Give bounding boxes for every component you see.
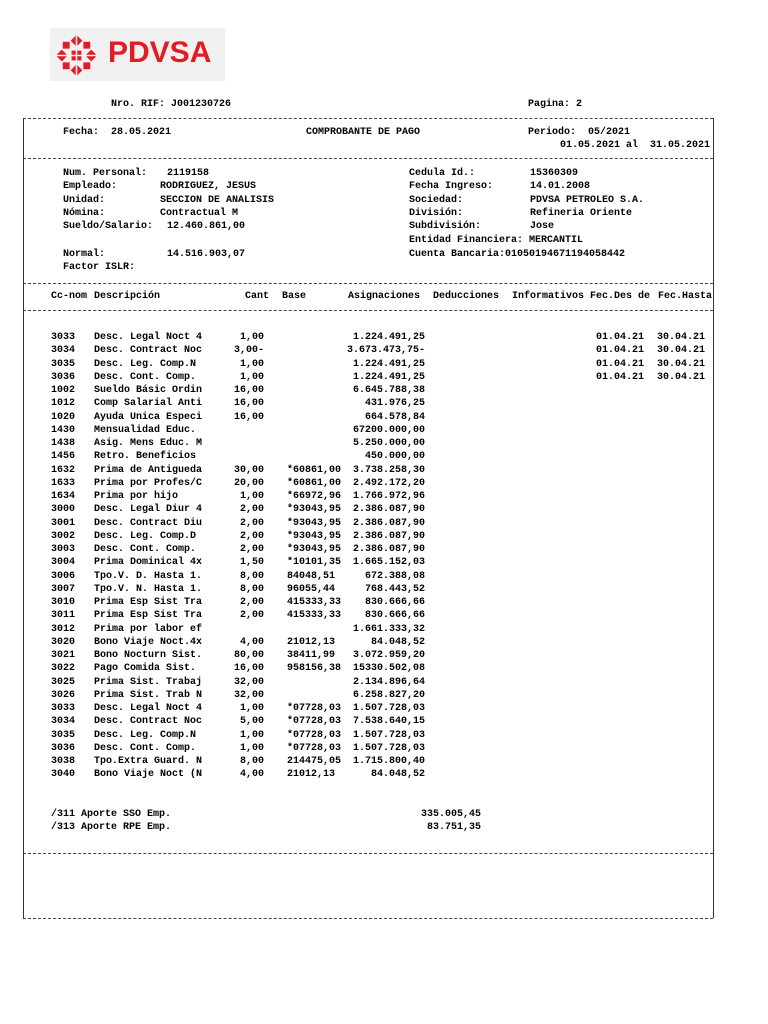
- cell-desc: Desc. Contract Noc: [94, 716, 203, 728]
- period-range: 01.05.2021 al 31.05.2021: [560, 140, 711, 151]
- unit-value: SECCION DE ANALISIS: [160, 195, 275, 206]
- table-row: [0, 570, 768, 583]
- period: Periodo: 05/2021: [528, 127, 631, 138]
- cell-desc: Desc. Cont. Comp.: [94, 371, 197, 383]
- cell-qty: 8,00: [239, 570, 264, 582]
- cell-base: *93043,95: [287, 544, 342, 555]
- cell-asig: 6.645.788,38: [352, 385, 425, 396]
- contribution-row: [0, 808, 768, 821]
- cell-qty: 2,00: [239, 544, 264, 555]
- cell-base: *60861,00: [287, 464, 342, 476]
- cell-code: 3010: [51, 597, 76, 608]
- cell-asig: 830.666,66: [364, 597, 425, 608]
- cell-from: 01.04.21: [596, 345, 645, 357]
- cell-qty: 5,00: [239, 716, 264, 728]
- cell-base: 415333,33: [287, 597, 342, 608]
- table-row: [0, 676, 768, 689]
- cell-desc: Ayuda Unica Especi: [94, 411, 203, 423]
- cell-asig: 830.666,66: [364, 610, 425, 622]
- cell-desc: Desc. Cont. Comp.: [94, 544, 197, 555]
- cell-asig: 1.224.491,25: [352, 358, 425, 370]
- cell-qty: 4,00: [239, 769, 264, 781]
- cell-base: *93043,95: [287, 517, 342, 529]
- cell-qty: 2,00: [239, 610, 264, 622]
- cell-code: 1438: [51, 438, 76, 449]
- cell-qty: 1,00: [239, 332, 264, 343]
- cell-asig: 2.386.087,90: [352, 504, 425, 516]
- divider-top: [23, 118, 713, 119]
- cell-code: 3021: [51, 650, 76, 661]
- cell-desc: Prima de Antigueda: [94, 464, 203, 476]
- normal-label: Normal:: [63, 249, 106, 260]
- cell-code: 3026: [51, 689, 76, 701]
- cell-code: 3001: [51, 517, 76, 529]
- table-row: [0, 702, 768, 715]
- cell-to: 30.04.21: [657, 358, 706, 370]
- cell-code: 1012: [51, 398, 76, 410]
- cell-code: 3006: [51, 570, 76, 582]
- table-row: [0, 530, 768, 543]
- hire-date-value: 14.01.2008: [530, 181, 591, 192]
- cell-qty: 80,00: [233, 650, 264, 661]
- table-row: [0, 424, 768, 437]
- cell-base: 96055,44: [287, 583, 336, 595]
- contribution-label: /313 Aporte RPE Emp.: [51, 822, 172, 833]
- id-label: Cedula Id.:: [409, 168, 476, 179]
- cell-base: *66972,96: [287, 491, 342, 502]
- divider-columns: [23, 310, 713, 311]
- cell-asig: 431.976,25: [364, 398, 425, 410]
- islr-factor-label: Factor ISLR:: [63, 262, 136, 273]
- col-informative: Informativos: [512, 291, 585, 302]
- subdivision-value: Jose: [530, 221, 555, 232]
- cell-code: 1002: [51, 385, 76, 396]
- cell-base: 958156,38: [287, 663, 342, 675]
- payroll-label: Nómina:: [63, 208, 106, 219]
- cell-code: 3040: [51, 769, 76, 781]
- bank-account: Cuenta Bancaria:01050194671194058442: [409, 249, 626, 260]
- contribution-value: 83.751,35: [426, 822, 481, 833]
- cell-code: 3034: [51, 716, 76, 728]
- cell-asig: 3.072.959,20: [352, 650, 425, 661]
- division-value: Refineria Oriente: [530, 208, 633, 219]
- hire-date-label: Fecha Ingreso:: [409, 181, 494, 192]
- cell-code: 3003: [51, 544, 76, 555]
- table-row: [0, 437, 768, 450]
- col-assignments: Asignaciones: [348, 291, 421, 302]
- cell-desc: Bono Viaje Noct.4x: [94, 636, 203, 648]
- cell-code: 1430: [51, 424, 76, 436]
- table-row: [0, 742, 768, 755]
- cell-desc: Prima por Profes/C: [94, 477, 203, 489]
- cell-desc: Prima Dominical 4x: [94, 557, 203, 569]
- cell-qty: 16,00: [233, 663, 264, 675]
- cell-qty: 1,00: [239, 371, 264, 383]
- table-row: [0, 477, 768, 490]
- cell-asig: 2.386.087,90: [352, 530, 425, 542]
- cell-to: 30.04.21: [657, 345, 706, 357]
- cell-to: 30.04.21: [657, 332, 706, 343]
- cell-desc: Desc. Leg. Comp.N: [94, 729, 197, 741]
- cell-from: 01.04.21: [596, 332, 645, 343]
- unit-label: Unidad:: [63, 195, 106, 206]
- divider-header: [23, 158, 713, 159]
- col-date-to: Fec.Hasta: [658, 291, 713, 302]
- cell-desc: Prima Esp Sist Tra: [94, 597, 203, 608]
- cell-code: 1634: [51, 491, 76, 502]
- table-row: [0, 411, 768, 424]
- cell-qty: 4,00: [239, 636, 264, 648]
- cell-base: *93043,95: [287, 504, 342, 516]
- cell-code: 3000: [51, 504, 76, 516]
- table-row: [0, 490, 768, 503]
- salary-label: Sueldo/Salario:: [63, 221, 154, 232]
- contribution-row: [0, 821, 768, 834]
- cell-qty: 2,00: [239, 504, 264, 516]
- salary-value: 12.460.861,00: [167, 221, 246, 232]
- cell-qty: 1,00: [239, 358, 264, 370]
- table-row: [0, 397, 768, 410]
- cell-desc: Tpo.Extra Guard. N: [94, 756, 203, 767]
- cell-asig: 2.386.087,90: [352, 544, 425, 555]
- cell-code: 3036: [51, 742, 76, 754]
- table-row: [0, 543, 768, 556]
- payment-date: Fecha: 28.05.2021: [63, 127, 172, 138]
- cell-qty: 20,00: [233, 477, 264, 489]
- employee-label: Empleado:: [63, 181, 118, 192]
- division-label: División:: [409, 208, 464, 219]
- cell-qty: 8,00: [239, 583, 264, 595]
- cell-desc: Desc. Legal Noct 4: [94, 332, 203, 343]
- cell-base: 415333,33: [287, 610, 342, 622]
- cell-code: 3022: [51, 663, 76, 675]
- cell-asig: 1.507.728,03: [352, 703, 425, 714]
- table-row: [0, 636, 768, 649]
- cell-asig: 1.507.728,03: [352, 742, 425, 754]
- cell-asig: 2.134.896,64: [352, 676, 425, 688]
- table-row: [0, 450, 768, 463]
- cell-asig: 3.738.258,30: [352, 464, 425, 476]
- cell-base: 84048,51: [287, 570, 336, 582]
- cell-base: *07728,03: [287, 716, 342, 728]
- divider-body: [23, 853, 713, 854]
- cell-code: 3002: [51, 530, 76, 542]
- cell-code: 3033: [51, 332, 76, 343]
- table-row: [0, 583, 768, 596]
- cell-qty: 2,00: [239, 597, 264, 608]
- cell-desc: Comp Salarial Anti: [94, 398, 203, 410]
- divider-employee: [23, 283, 713, 284]
- cell-asig: 67200.000,00: [352, 424, 425, 436]
- cell-code: 3036: [51, 371, 76, 383]
- cell-qty: 2,00: [239, 530, 264, 542]
- cell-desc: Bono Nocturn Sist.: [94, 650, 203, 661]
- cell-asig: 1.766.972,96: [352, 491, 425, 502]
- cell-asig: 5.250.000,00: [352, 438, 425, 449]
- normal-value: 14.516.903,07: [167, 249, 246, 260]
- cell-asig: 2.386.087,90: [352, 517, 425, 529]
- cell-asig: 84.048,52: [370, 769, 425, 781]
- cell-desc: Desc. Legal Noct 4: [94, 703, 203, 714]
- cell-asig: 1.224.491,25: [352, 332, 425, 343]
- cell-asig: 1.715.800,40: [352, 756, 425, 767]
- cell-desc: Prima Sist. Trabaj: [94, 676, 203, 688]
- cell-asig: 1.661.333,32: [352, 623, 425, 635]
- table-row: [0, 609, 768, 622]
- payroll-value: Contractual M: [160, 208, 239, 219]
- cell-asig: 7.538.640,15: [352, 716, 425, 728]
- cell-code: 1456: [51, 451, 76, 463]
- rif-number: Nro. RIF: J001230726: [111, 99, 232, 110]
- col-date-from: Fec.Des de: [590, 291, 651, 302]
- id-value: 15360309: [530, 168, 579, 179]
- cell-asig: 6.258.827,20: [352, 689, 425, 701]
- table-row: [0, 768, 768, 781]
- cell-base: *60861,00: [287, 477, 342, 489]
- company-label: Sociedad:: [409, 195, 464, 206]
- cell-base: *07728,03: [287, 703, 342, 714]
- cell-qty: 32,00: [233, 676, 264, 688]
- cell-asig: 1.507.728,03: [352, 729, 425, 741]
- personal-number: 2119158: [167, 168, 210, 179]
- cell-desc: Asig. Mens Educ. M: [94, 438, 203, 449]
- cell-asig: 15330.502,08: [352, 663, 425, 675]
- cell-base: *07728,03: [287, 729, 342, 741]
- cell-code: 3007: [51, 583, 76, 595]
- cell-base: 21012,13: [287, 636, 336, 648]
- cell-asig: 84.048,52: [370, 636, 425, 648]
- cell-base: 38411,99: [287, 650, 336, 661]
- cell-desc: Prima Esp Sist Tra: [94, 610, 203, 622]
- table-row: [0, 623, 768, 636]
- cell-to: 30.04.21: [657, 371, 706, 383]
- cell-desc: Sueldo Básic Ordin: [94, 385, 203, 396]
- cell-code: 1020: [51, 411, 76, 423]
- cell-qty: 16,00: [233, 385, 264, 396]
- pdvsa-logo-icon: [52, 31, 101, 80]
- table-row: [0, 371, 768, 384]
- cell-base: *93043,95: [287, 530, 342, 542]
- cell-desc: Desc. Leg. Comp.N: [94, 358, 197, 370]
- cell-qty: 1,50: [239, 557, 264, 569]
- table-row: [0, 649, 768, 662]
- cell-qty: 1,00: [239, 491, 264, 502]
- cell-desc: Prima Sist. Trab N: [94, 689, 203, 701]
- divider-bottom: [23, 918, 713, 919]
- cell-base: 214475,05: [287, 756, 342, 767]
- cell-desc: Prima por hijo: [94, 491, 179, 502]
- cell-code: 3025: [51, 676, 76, 688]
- table-row: [0, 503, 768, 516]
- cell-code: 3012: [51, 623, 76, 635]
- cell-code: 3033: [51, 703, 76, 714]
- cell-code: 3004: [51, 557, 76, 569]
- cell-desc: Tpo.V. D. Hasta 1.: [94, 570, 203, 582]
- table-row: [0, 755, 768, 768]
- cell-asig: 450.000,00: [364, 451, 425, 463]
- table-row: [0, 464, 768, 477]
- table-row: [0, 344, 768, 357]
- table-row: [0, 384, 768, 397]
- table-row: [0, 358, 768, 371]
- contribution-value: 335.005,45: [420, 809, 481, 820]
- company-value: PDVSA PETROLEO S.A.: [530, 195, 645, 206]
- cell-qty: 1,00: [239, 703, 264, 714]
- cell-base: *07728,03: [287, 742, 342, 754]
- cell-desc: Desc. Leg. Comp.D: [94, 530, 197, 542]
- cell-qty: 16,00: [233, 398, 264, 410]
- document-title: COMPROBANTE DE PAGO: [306, 127, 421, 138]
- cell-asig: 664.578,84: [364, 411, 425, 423]
- cell-code: 3034: [51, 345, 76, 357]
- cell-code: 1632: [51, 464, 76, 476]
- cell-base: *10101,35: [287, 557, 342, 569]
- cell-qty: 30,00: [233, 464, 264, 476]
- cell-desc: Retro. Beneficios: [94, 451, 197, 463]
- table-row: [0, 689, 768, 702]
- cell-code: 1633: [51, 477, 76, 489]
- cell-asig: 1.665.152,03: [352, 557, 425, 569]
- cell-desc: Bono Viaje Noct (N: [94, 769, 203, 781]
- cell-desc: Pago Comida Sist.: [94, 663, 197, 675]
- bank-entity: Entidad Financiera: MERCANTIL: [409, 235, 584, 246]
- company-logo: [50, 28, 225, 81]
- cell-desc: Tpo.V. N. Hasta 1.: [94, 583, 203, 595]
- contribution-label: /311 Aporte SSO Emp.: [51, 809, 172, 820]
- page-number: Pagina: 2: [528, 99, 583, 110]
- cell-asig: 2.492.172,20: [352, 477, 425, 489]
- cell-qty: 32,00: [233, 689, 264, 701]
- cell-from: 01.04.21: [596, 358, 645, 370]
- col-description: Descripción: [94, 291, 161, 302]
- cell-asig: 3.673.473,75-: [346, 345, 425, 357]
- logo-wordmark: PDVSA: [108, 36, 212, 69]
- cell-qty: 2,00: [239, 517, 264, 529]
- table-row: [0, 596, 768, 609]
- table-row: [0, 517, 768, 530]
- table-row: [0, 556, 768, 569]
- cell-code: 3035: [51, 729, 76, 741]
- cell-desc: Desc. Cont. Comp.: [94, 742, 197, 754]
- cell-qty: 16,00: [233, 411, 264, 423]
- col-code: Cc-nom: [51, 291, 88, 302]
- table-row: [0, 715, 768, 728]
- cell-desc: Desc. Contract Diu: [94, 517, 203, 529]
- cell-qty: 1,00: [239, 742, 264, 754]
- cell-desc: Desc. Legal Diur 4: [94, 504, 203, 516]
- cell-asig: 768.443,52: [364, 583, 425, 595]
- cell-code: 3038: [51, 756, 76, 767]
- personal-number-label: Num. Personal:: [63, 168, 148, 179]
- subdivision-label: Subdivisión:: [409, 221, 482, 232]
- cell-desc: Prima por labor ef: [94, 623, 203, 635]
- cell-base: 21012,13: [287, 769, 336, 781]
- col-deductions: Deducciones: [433, 291, 500, 302]
- employee-name: RODRIGUEZ, JESUS: [160, 181, 257, 192]
- cell-from: 01.04.21: [596, 371, 645, 383]
- table-row: [0, 662, 768, 675]
- table-row: [0, 729, 768, 742]
- cell-asig: 672.388,08: [364, 570, 425, 582]
- cell-code: 3035: [51, 358, 76, 370]
- col-quantity: Cant: [245, 291, 270, 302]
- cell-qty: 8,00: [239, 756, 264, 767]
- col-base: Base: [282, 291, 307, 302]
- cell-qty: 3,00-: [233, 345, 264, 357]
- table-row: [0, 331, 768, 344]
- cell-asig: 1.224.491,25: [352, 371, 425, 383]
- cell-desc: Desc. Contract Noc: [94, 345, 203, 357]
- cell-code: 3011: [51, 610, 76, 622]
- cell-code: 3020: [51, 636, 76, 648]
- cell-desc: Mensualidad Educ.: [94, 424, 197, 436]
- cell-qty: 1,00: [239, 729, 264, 741]
